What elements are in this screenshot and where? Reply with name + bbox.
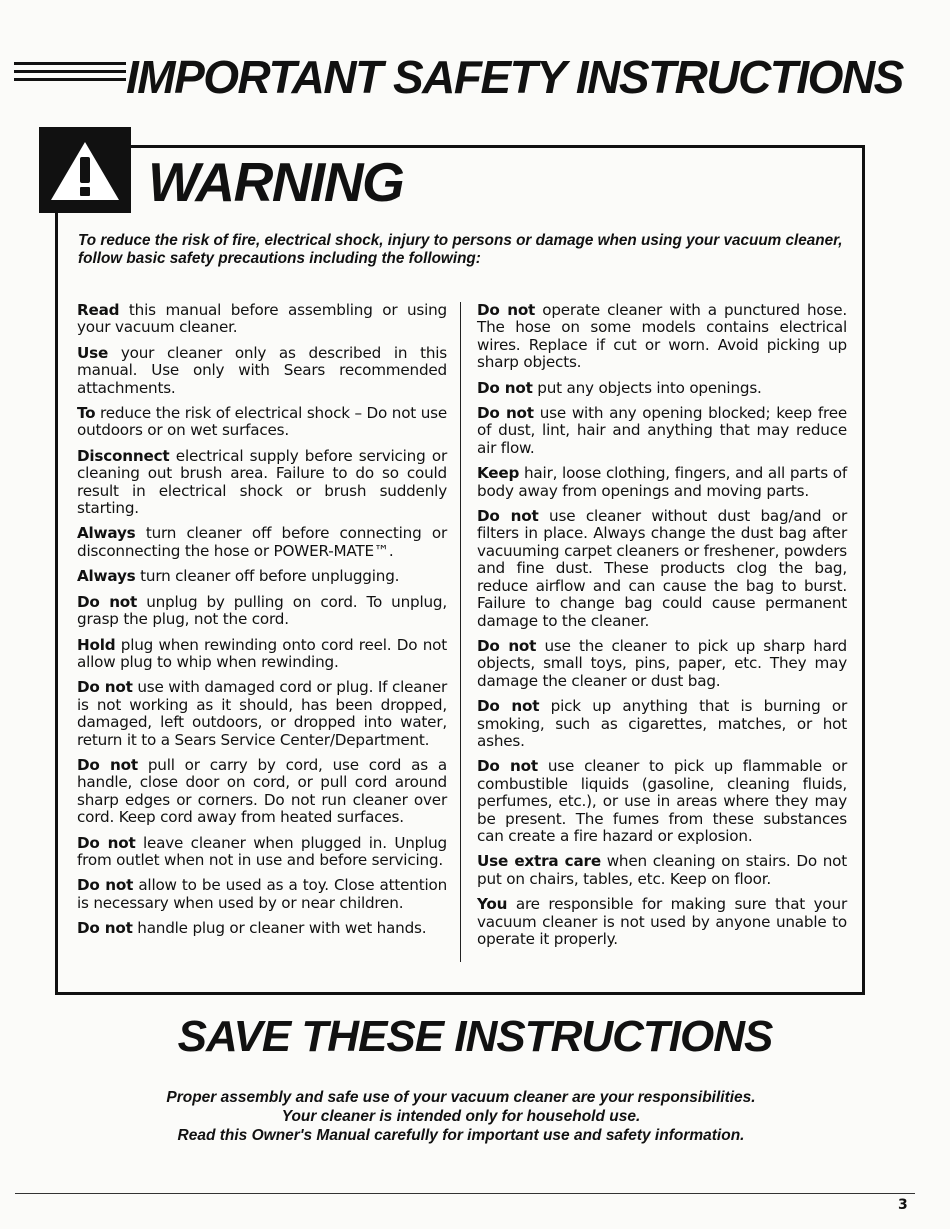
instruction-item: Use extra care when cleaning on stairs. Do not put on chairs, tables, etc. Keep on floor. (477, 852, 847, 888)
responsibility-line: Proper assembly and safe use of your vacuum cleaner are your responsibilities. (166, 1089, 756, 1106)
right-instructions-column (477, 302, 847, 956)
read-manual-line: Read this Owner's Manual carefully for important use and safety information. (177, 1127, 745, 1144)
instruction-item: Keep hair, loose clothing, fingers, and all parts of body away from openings and moving parts. (477, 464, 847, 500)
instruction-item: Do not use the cleaner to pick up sharp hard objects, small toys, pins, paper, etc. They may damage the cleaner or dust bag. (477, 636, 848, 690)
instruction-item: Do not use cleaner to pick up flammable or combustible liquids (gasoline, cleaning fluids, perfumes, etc.), or use in areas where they may be present. The fumes from these substances can create a fire hazard or explosion. (477, 757, 847, 845)
instruction-item: Do not pull or carry by cord, use cord as a handle, close door on cord, or pull cord around sharp edges or corners. Do not run cleaner over cord. Keep cord away from heated surfaces. (77, 755, 447, 827)
title-rule-lines (14, 62, 126, 86)
instruction-item: Do not leave cleaner when plugged in. Unplug from outlet when not in use and before servicing. (77, 833, 447, 869)
warning-intro: To reduce the risk of fire, electrical shock, injury to persons or damage when using your vacuum cleaner, follow basic safety precautions including the following: (78, 232, 843, 267)
column-divider (460, 302, 461, 962)
instruction-item: Disconnect electrical supply before servicing or cleaning out brush area. Failure to do so could result in electrical shock or brush suddenly starting. (77, 446, 447, 518)
instruction-item: Do not use with damaged cord or plug. If cleaner is not working as it should, has been dropped, damaged, left outdoors, or dropped into water, return it to a Sears Service Center/Department. (77, 678, 448, 749)
warning-triangle-icon-graphic (49, 140, 121, 202)
instruction-item: You are responsible for making sure that your vacuum cleaner is not used by anyone unable to operate it properly. (477, 895, 847, 948)
header (14, 52, 914, 102)
instruction-item: Always turn cleaner off before unplugging. (77, 567, 400, 586)
instruction-item: Always turn cleaner off before connecting or disconnecting the hose or POWER-MATE™. (77, 524, 447, 560)
instruction-item: Use your cleaner only as described in this manual. Use only with Sears recommended attachments. (77, 343, 447, 397)
household-use-line: Your cleaner is intended only for household use. (281, 1108, 641, 1125)
instruction-item: Do not use with any opening blocked; keep free of dust, lint, hair and anything that may reduce air flow. (477, 404, 847, 457)
footer-rule (15, 1193, 915, 1194)
instruction-item: Do not pick up anything that is burning or smoking, such as cigarettes, matches, or hot ashes. (477, 697, 847, 750)
instruction-item: To reduce the risk of electrical shock – Do not use outdoors or on wet surfaces. (77, 404, 447, 440)
left-instructions-column (77, 302, 447, 946)
instruction-item: Do not allow to be used as a toy. Close attention is necessary when used by or near children. (77, 876, 448, 912)
warning-triangle-icon (39, 127, 131, 213)
save-instructions-title: SAVE THESE INSTRUCTIONS (177, 1012, 773, 1061)
instruction-item: Do not operate cleaner with a punctured hose. The hose on some models contains electrical wires. Replace if cut or worn. Avoid picking up sharp objects. (477, 301, 847, 372)
responsibility-note (0, 1088, 922, 1145)
page-title: IMPORTANT SAFETY INSTRUCTIONS (126, 51, 903, 103)
instruction-item: Do not unplug by pulling on cord. To unplug, grasp the plug, not the cord. (77, 592, 447, 629)
page-number: 3 (898, 1197, 908, 1213)
instruction-item: Hold plug when rewinding onto cord reel. Do not allow plug to whip when rewinding. (77, 635, 447, 671)
instruction-item: Do not use cleaner without dust bag/and or filters in place. Always change the dust bag after vacuuming carpet cleaners or freshener, powders and fine dust. These products clog the bag, reduce airflow and can cause the bag to burst. Failure to change bag could cause permanent damage to the cleaner. (477, 507, 847, 630)
instruction-item: Read this manual before assembling or using your vacuum cleaner. (77, 301, 447, 337)
instruction-item: Do not put any objects into openings. (477, 378, 762, 397)
warning-title: WARNING (148, 151, 404, 213)
instruction-item: Do not handle plug or cleaner with wet hands. (77, 919, 427, 938)
